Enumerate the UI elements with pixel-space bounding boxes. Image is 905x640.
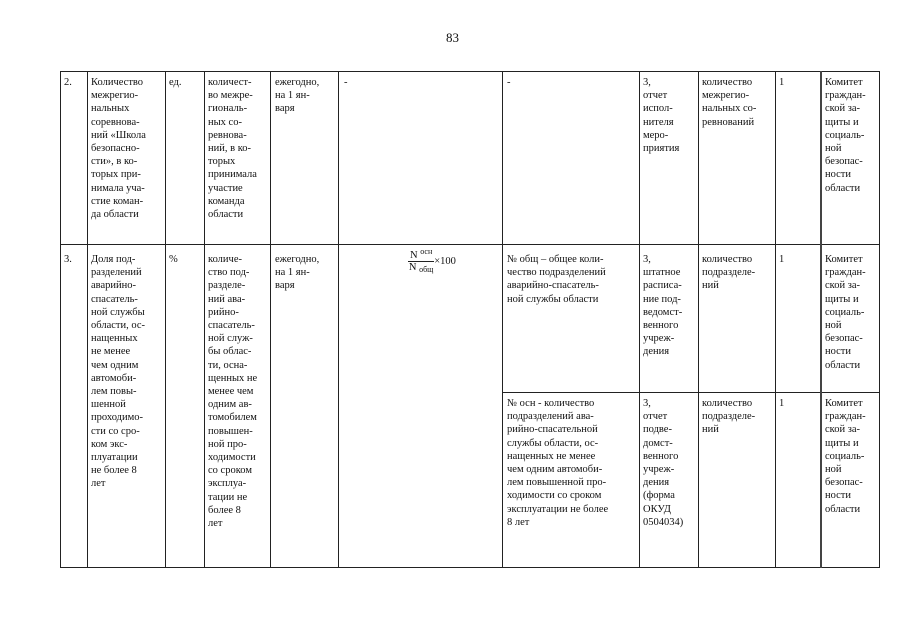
- indicator-definition: количе- ство под- разделе- ний ава- рийно- спасатель- ной служ- бы облас- ти, осна- щенных не менее чем одним ав- томобилем повышен- ной про- ходимости со сроком эксплуа- тации не более 8 лет: [208, 254, 258, 530]
- period: ежегодно, на 1 ян- варя: [275, 254, 320, 292]
- table-border-top: [60, 71, 880, 72]
- indicator-name: Количество межрегио- нальных соревнова- ний «Школа безопасно- сти», в ко- торых при- нимала уча- стие коман- да области: [91, 77, 146, 221]
- code: 1: [779, 398, 785, 409]
- col-border: [165, 71, 166, 568]
- formula-numerator: N $^{осн}$: [410, 247, 433, 261]
- period: ежегодно, на 1 ян- варя: [275, 77, 320, 115]
- row-number: 2.: [64, 77, 72, 88]
- data-source: 3, отчет испол- нителя меро- приятия: [643, 77, 680, 155]
- formula-multiplier: ×100: [434, 255, 456, 267]
- code: 1: [779, 254, 785, 265]
- formula-fraction: [408, 247, 434, 274]
- code: 1: [779, 77, 785, 88]
- formula: -: [344, 77, 348, 88]
- subrow-divider: [502, 392, 880, 393]
- formula-components: № общ – общее коли- чество подразделений аварийно-спасатель- ной службы области: [507, 254, 606, 305]
- indicator-definition: количест- во межре- гиональ- ных со- ревнова- ний, в ко- торых принимала участие команда области: [208, 77, 257, 221]
- formula-components: -: [507, 77, 511, 88]
- row-number: 3.: [64, 254, 72, 265]
- formula-components: № осн - количество подразделений ава- рийно-спасательной службы области, ос- нащенных не менее чем одним автомоби- лем повышенной про- ходимости со сроком эксплуатации не более 8 лет: [507, 398, 609, 528]
- base-indicator: количество подразделе- ний: [702, 398, 756, 436]
- base-indicator: количество межрегио- нальных со- ревнований: [702, 77, 757, 128]
- data-source: 3, штатное расписа- ние под- ведомст- венного учреж- дения: [643, 254, 683, 358]
- base-indicator: количество подразделе- ний: [702, 254, 756, 292]
- col-border: [204, 71, 205, 568]
- formula: [408, 247, 456, 274]
- responsible: Комитет граждан- ской за- щиты и социаль- ной безопас- ности области: [825, 398, 866, 515]
- indicator-name: Доля под- разделений аварийно- спасатель- ной службы области, ос- нащенных не менее чем одним автомоби- лем повы- шенной проходимо- сти со сро- ком экс- плуатации не более 8 лет: [91, 254, 146, 490]
- col-border: [879, 71, 880, 568]
- col-border: [502, 71, 503, 568]
- data-source: 3, отчет подве- домст- венного учреж- дения (форма ОКУД 0504034): [643, 398, 684, 528]
- unit: ед.: [169, 77, 182, 88]
- col-border: [338, 71, 339, 568]
- unit: %: [169, 254, 178, 265]
- col-border: [87, 71, 88, 568]
- formula-denominator: N общ: [408, 262, 434, 274]
- col-border: [60, 71, 61, 568]
- responsible: Комитет граждан- ской за- щиты и социаль- ной безопас- ности области: [825, 254, 866, 371]
- row-divider: [60, 244, 880, 245]
- page-number: 83: [446, 30, 459, 45]
- col-border: [639, 71, 640, 568]
- col-border: [270, 71, 271, 568]
- col-border: [775, 71, 776, 568]
- table-border-bottom: [60, 567, 880, 568]
- col-border: [698, 71, 699, 568]
- col-border: [820, 71, 822, 568]
- responsible: Комитет граждан- ской за- щиты и социаль- ной безопас- ности области: [825, 77, 866, 194]
